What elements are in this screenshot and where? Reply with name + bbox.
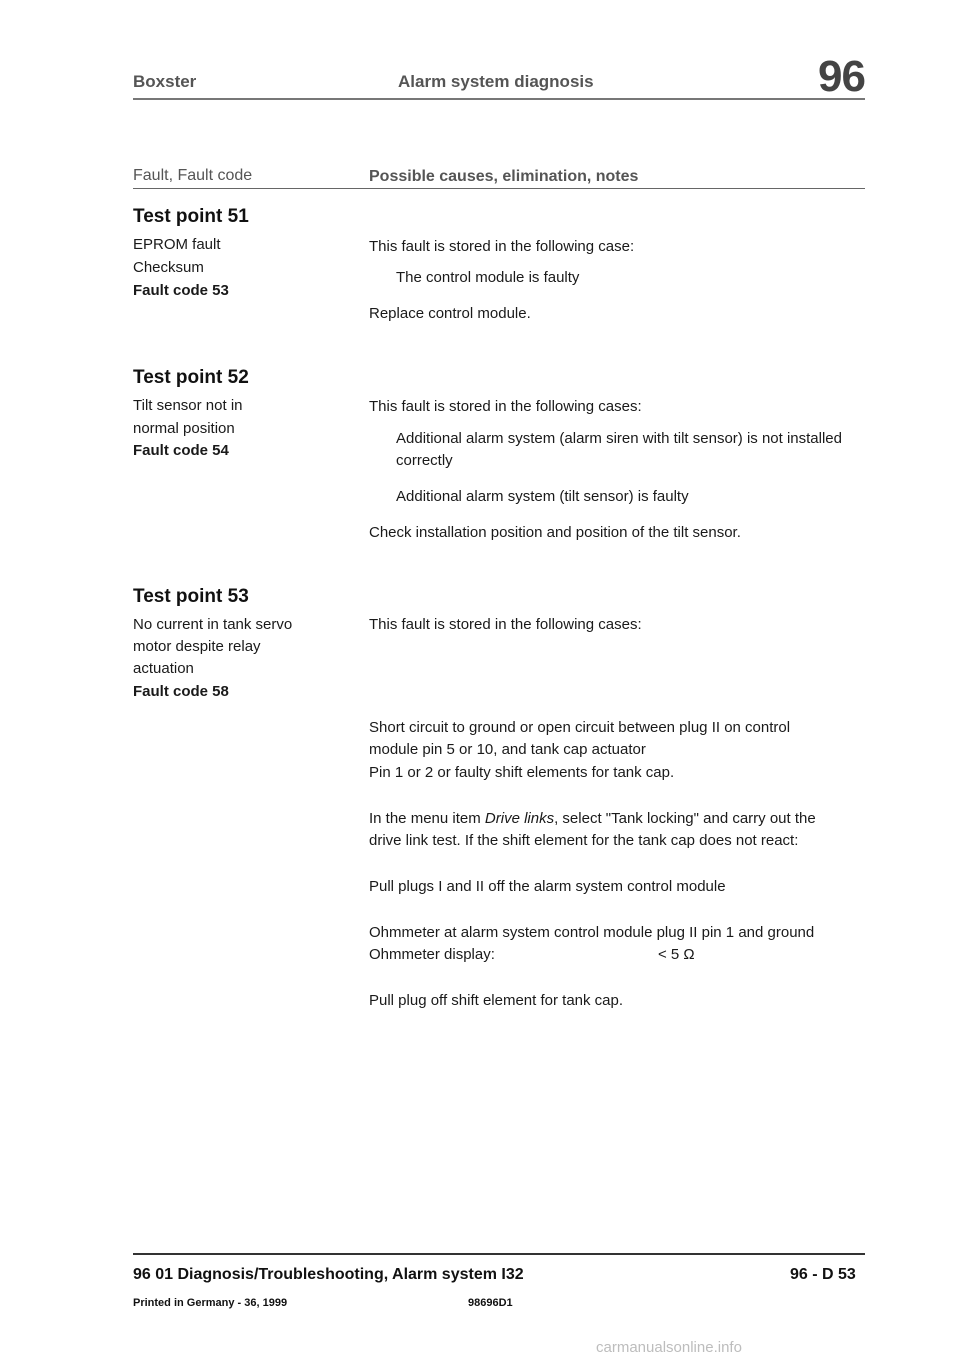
test-point-53-intro: This fault is stored in the following cases: bbox=[369, 616, 642, 633]
test-point-53-fault-line: actuation bbox=[133, 660, 194, 677]
test-point-53-menu-instruction bbox=[369, 810, 816, 827]
footer-page-number: 96 - D 53 bbox=[790, 1266, 856, 1283]
test-point-51-intro: This fault is stored in the following case: bbox=[369, 238, 635, 255]
column-heading-causes: Possible causes, elimination, notes bbox=[369, 168, 639, 185]
test-point-52-intro: This fault is stored in the following cases: bbox=[369, 398, 642, 415]
test-point-53-short-circuit-line: module pin 5 or 10, and tank cap actuator bbox=[369, 741, 646, 758]
column-heading-fault: Fault, Fault code bbox=[133, 167, 253, 184]
test-point-51-fault-line: Checksum bbox=[133, 259, 204, 276]
test-point-53-ohmmeter-setup: Ohmmeter at alarm system control module plug II pin 1 and ground bbox=[369, 924, 815, 941]
menu-item-drive-links: Drive links bbox=[484, 810, 555, 827]
test-point-52-title: Test point 52 bbox=[133, 367, 249, 388]
test-point-51-action: Replace control module. bbox=[369, 305, 531, 322]
test-point-51-fault-code: Fault code 53 bbox=[133, 282, 229, 299]
test-point-53-ohmmeter-value: < 5 Ω bbox=[658, 946, 695, 963]
test-point-51-cause: The control module is faulty bbox=[396, 269, 580, 286]
test-point-51-fault-line: EPROM fault bbox=[133, 236, 221, 253]
test-point-53-ohmmeter-label: Ohmmeter display: bbox=[369, 946, 495, 963]
watermark: carmanualsonline.info bbox=[596, 1339, 742, 1356]
test-point-51-title: Test point 51 bbox=[133, 206, 249, 227]
test-point-53-short-circuit-line: Short circuit to ground or open circuit between plug II on control bbox=[369, 719, 791, 736]
header-model: Boxster bbox=[133, 72, 197, 91]
menu-prefix: In the menu item bbox=[369, 810, 485, 827]
test-point-53-pull-plugs: Pull plugs I and II off the alarm system control module bbox=[369, 878, 726, 895]
test-point-53-short-circuit-line: Pin 1 or 2 or faulty shift elements for tank cap. bbox=[369, 764, 675, 781]
test-point-52-fault-line: Tilt sensor not in bbox=[133, 397, 243, 414]
header-rule bbox=[133, 98, 865, 100]
test-point-53-title: Test point 53 bbox=[133, 586, 249, 607]
menu-suffix: , select "Tank locking" and carry out the bbox=[554, 810, 816, 827]
footer-printed: Printed in Germany - 36, 1999 bbox=[133, 1297, 288, 1309]
header-title: Alarm system diagnosis bbox=[398, 72, 594, 91]
test-point-53-fault-line: No current in tank servo bbox=[133, 616, 293, 633]
test-point-53-fault-code: Fault code 58 bbox=[133, 683, 229, 700]
test-point-52-action: Check installation position and position of the tilt sensor. bbox=[369, 524, 741, 541]
test-point-52-fault-line: normal position bbox=[133, 420, 235, 437]
column-heading-rule bbox=[133, 188, 865, 189]
header-section-number: 96 bbox=[818, 52, 865, 101]
footer-rule bbox=[133, 1253, 865, 1255]
footer-document-code: 98696D1 bbox=[468, 1297, 513, 1309]
test-point-52-cause: Additional alarm system (alarm siren with tilt sensor) is not installed bbox=[396, 430, 842, 447]
test-point-53-menu-instruction-line2: drive link test. If the shift element for the tank cap does not react: bbox=[369, 832, 799, 849]
test-point-53-pull-plug: Pull plug off shift element for tank cap. bbox=[369, 992, 624, 1009]
test-point-53-fault-line: motor despite relay bbox=[133, 638, 261, 655]
footer-title: 96 01 Diagnosis/Troubleshooting, Alarm system I32 bbox=[133, 1266, 524, 1283]
test-point-52-fault-code: Fault code 54 bbox=[133, 442, 229, 459]
test-point-52-cause: correctly bbox=[396, 452, 453, 469]
test-point-52-cause: Additional alarm system (tilt sensor) is faulty bbox=[396, 488, 689, 505]
